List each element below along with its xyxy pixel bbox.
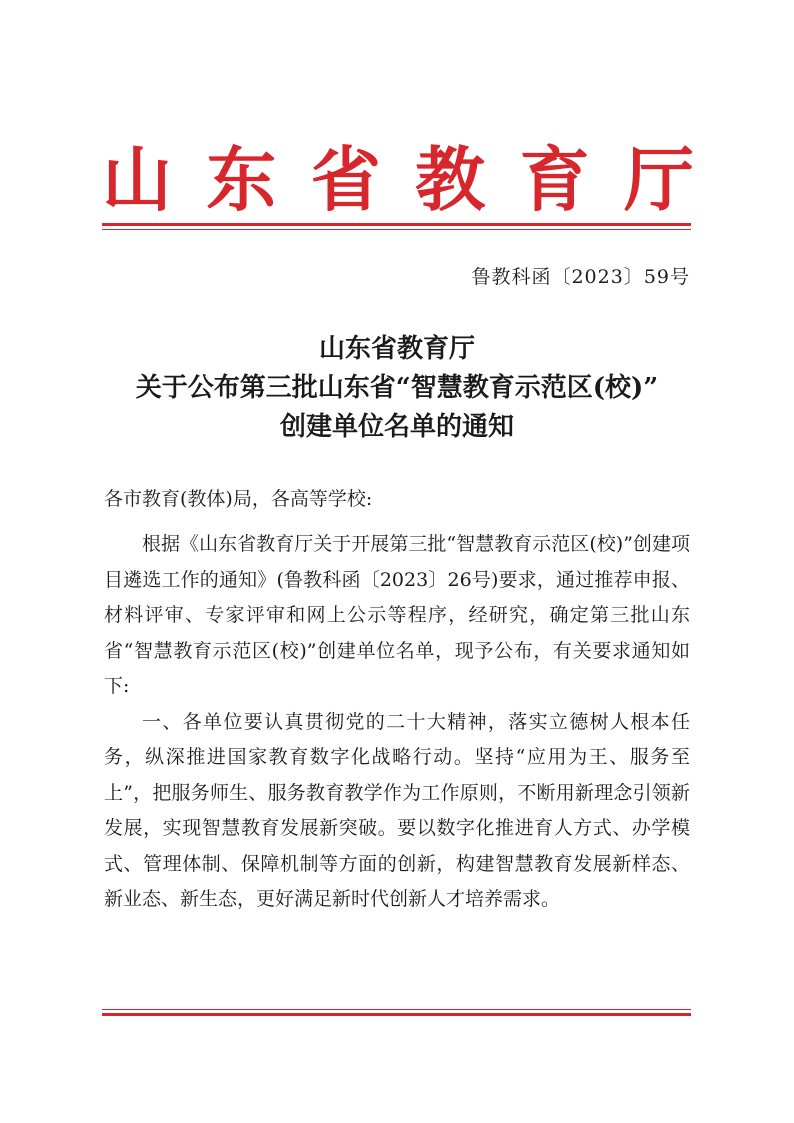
document-title [90, 330, 704, 447]
header-divider-thick [102, 223, 691, 226]
title-line-1: 山东省教育厅 [318, 334, 475, 364]
header-char: 厅 [623, 138, 694, 221]
header-char: 育 [519, 138, 590, 221]
header-char: 省 [310, 138, 381, 221]
title-line-2: 关于公布第三批山东省“智慧教育示范区(校)” [135, 373, 659, 403]
footer-divider-thick [102, 1013, 691, 1016]
body-text [104, 527, 690, 918]
document-number: 鲁教科函〔2023〕59号 [471, 266, 690, 288]
header-divider-thin [102, 229, 691, 230]
salutation: 各市教育(教体)局，各高等学校: [104, 488, 373, 510]
paragraph-2: 一、各单位要认真贯彻党的二十大精神，落实立德树人根本任务，纵深推进国家教育数字化战略行动。坚持“应用为王、服务至上”，把服务师生、服务教育教学作为工作原则，不断用新理念引领新发展，实现智慧教育发展新突破。要以数字化推进育人方式、办学模式、管理体制、保障机制等方面的创新，构建智慧教育发展新样态、新业态、新生态，更好满足新时代创新人才培养需求。 [104, 710, 690, 910]
header-char: 山 [102, 138, 172, 221]
paragraph-1: 根据《山东省教育厅关于开展第三批“智慧教育示范区(校)”创建项目遴选工作的通知》(鲁教科函〔2023〕26号)要求，通过推荐申报、材料评审、专家评审和网上公示等程序，经研究，确定第三批山东省“智慧教育示范区(校)”创建单位名单，现予公布，有关要求通知如下: [104, 533, 690, 697]
issuing-organization-header [102, 140, 694, 220]
header-char: 教 [415, 138, 486, 221]
header-char: 东 [206, 138, 277, 221]
title-line-3: 创建单位名单的通知 [279, 412, 514, 442]
footer-divider-thin [102, 1009, 691, 1010]
